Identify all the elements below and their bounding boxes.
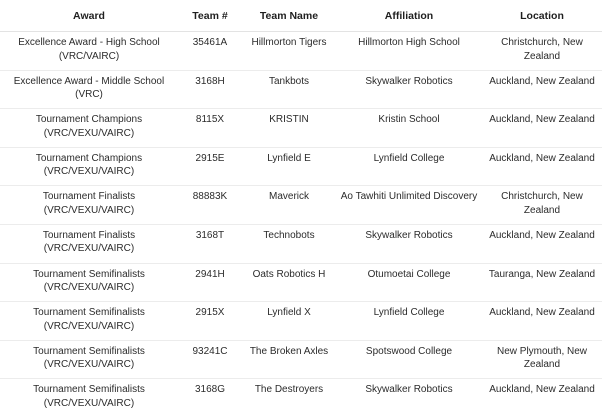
award-text: Tournament Finalists (VRC/VEXU/VAIRC) <box>42 229 136 255</box>
location-text: Auckland, New Zealand <box>489 384 595 396</box>
cell-team-number[interactable]: 2941H <box>178 263 242 302</box>
award-text: Tournament Semifinalists (VRC/VEXU/VAIRC) <box>33 268 145 294</box>
table-row <box>0 147 602 186</box>
cell-award <box>0 186 178 225</box>
cell-award <box>0 263 178 302</box>
table-row <box>0 263 602 302</box>
cell-location <box>482 186 602 225</box>
cell-team-name: KRISTIN <box>242 109 336 148</box>
cell-team-name: Lynfield E <box>242 147 336 186</box>
cell-award <box>0 302 178 341</box>
cell-location <box>482 109 602 148</box>
cell-team-name: Lynfield X <box>242 302 336 341</box>
header-row <box>0 0 602 32</box>
cell-team-number[interactable]: 93241C <box>178 340 242 379</box>
header-affiliation[interactable]: Affiliation <box>336 0 482 32</box>
cell-affiliation: Skywalker Robotics <box>336 224 482 263</box>
cell-team-number[interactable]: 35461A <box>178 32 242 71</box>
cell-location <box>482 302 602 341</box>
header-team-number[interactable]: Team # <box>178 0 242 32</box>
cell-team-number[interactable]: 2915X <box>178 302 242 341</box>
award-text: Tournament Semifinalists (VRC/VEXU/VAIRC) <box>33 384 145 409</box>
location-text: Auckland, New Zealand <box>489 75 595 87</box>
header-location[interactable]: Location <box>482 0 602 32</box>
award-text: Excellence Award - Middle School (VRC) <box>13 75 165 101</box>
cell-affiliation: Lynfield College <box>336 147 482 186</box>
table-row <box>0 379 602 417</box>
cell-team-name: Oats Robotics H <box>242 263 336 302</box>
cell-affiliation: Otumoetai College <box>336 263 482 302</box>
cell-team-name: Technobots <box>242 224 336 263</box>
table-row <box>0 340 602 379</box>
cell-location <box>482 263 602 302</box>
award-text: Tournament Semifinalists (VRC/VEXU/VAIRC) <box>33 345 145 371</box>
location-text: Auckland, New Zealand <box>489 307 595 319</box>
cell-team-number[interactable]: 88883K <box>178 186 242 225</box>
cell-affiliation: Hillmorton High School <box>336 32 482 71</box>
cell-team-number[interactable]: 3168G <box>194 384 226 396</box>
cell-location <box>482 224 602 263</box>
cell-affiliation: Ao Tawhiti Unlimited Discovery <box>336 186 482 225</box>
award-text: Excellence Award - High School (VRC/VAIRC) <box>18 37 160 62</box>
cell-location <box>482 340 602 379</box>
cell-affiliation: Lynfield College <box>336 302 482 341</box>
table-row <box>0 224 602 263</box>
cell-location <box>482 147 602 186</box>
cell-award <box>0 109 178 148</box>
cell-team-name: Tankbots <box>242 70 336 109</box>
award-text: Tournament Finalists (VRC/VEXU/VAIRC) <box>42 191 136 216</box>
table-row <box>0 186 602 225</box>
location-text: Auckland, New Zealand <box>489 229 595 241</box>
cell-team-name: The Destroyers <box>254 384 324 396</box>
cell-team-name: Maverick <box>242 186 336 225</box>
award-text: Tournament Champions (VRC/VEXU/VAIRC) <box>35 114 143 139</box>
header-award[interactable]: Award <box>0 0 178 32</box>
cell-team-number[interactable]: 2915E <box>178 147 242 186</box>
cell-team-name: The Broken Axles <box>242 340 336 379</box>
cell-award <box>0 379 178 417</box>
table-row <box>0 70 602 109</box>
cell-award <box>0 70 178 109</box>
table-header <box>0 0 602 32</box>
location-text: Auckland, New Zealand <box>489 114 595 126</box>
cell-team-number[interactable]: 3168T <box>178 224 242 263</box>
cell-team-number[interactable]: 3168H <box>178 70 242 109</box>
cell-award <box>0 224 178 263</box>
table-row <box>0 32 602 71</box>
cell-award <box>0 32 178 71</box>
cell-affiliation: Skywalker Robotics <box>365 384 453 396</box>
location-text: New Plymouth, New Zealand <box>496 345 588 371</box>
cell-team-number[interactable]: 8115X <box>178 109 242 148</box>
cell-location <box>482 70 602 109</box>
cell-team-name: Hillmorton Tigers <box>242 32 336 71</box>
cell-location <box>482 32 602 71</box>
cell-award <box>0 340 178 379</box>
location-text: Auckland, New Zealand <box>489 152 595 164</box>
location-text: Tauranga, New Zealand <box>488 268 596 280</box>
cell-affiliation: Skywalker Robotics <box>336 70 482 109</box>
cell-location <box>482 379 602 417</box>
award-text: Tournament Champions (VRC/VEXU/VAIRC) <box>35 152 143 178</box>
header-team-name[interactable]: Team Name <box>242 0 336 32</box>
table-body <box>0 32 602 417</box>
award-text: Tournament Semifinalists (VRC/VEXU/VAIRC) <box>33 307 145 332</box>
cell-affiliation: Spotswood College <box>336 340 482 379</box>
location-text: Christchurch, New Zealand <box>501 37 583 62</box>
table-row <box>0 109 602 148</box>
cell-award <box>0 147 178 186</box>
table-row <box>0 302 602 341</box>
cell-affiliation: Kristin School <box>336 109 482 148</box>
location-text: Christchurch, New Zealand <box>501 191 583 216</box>
